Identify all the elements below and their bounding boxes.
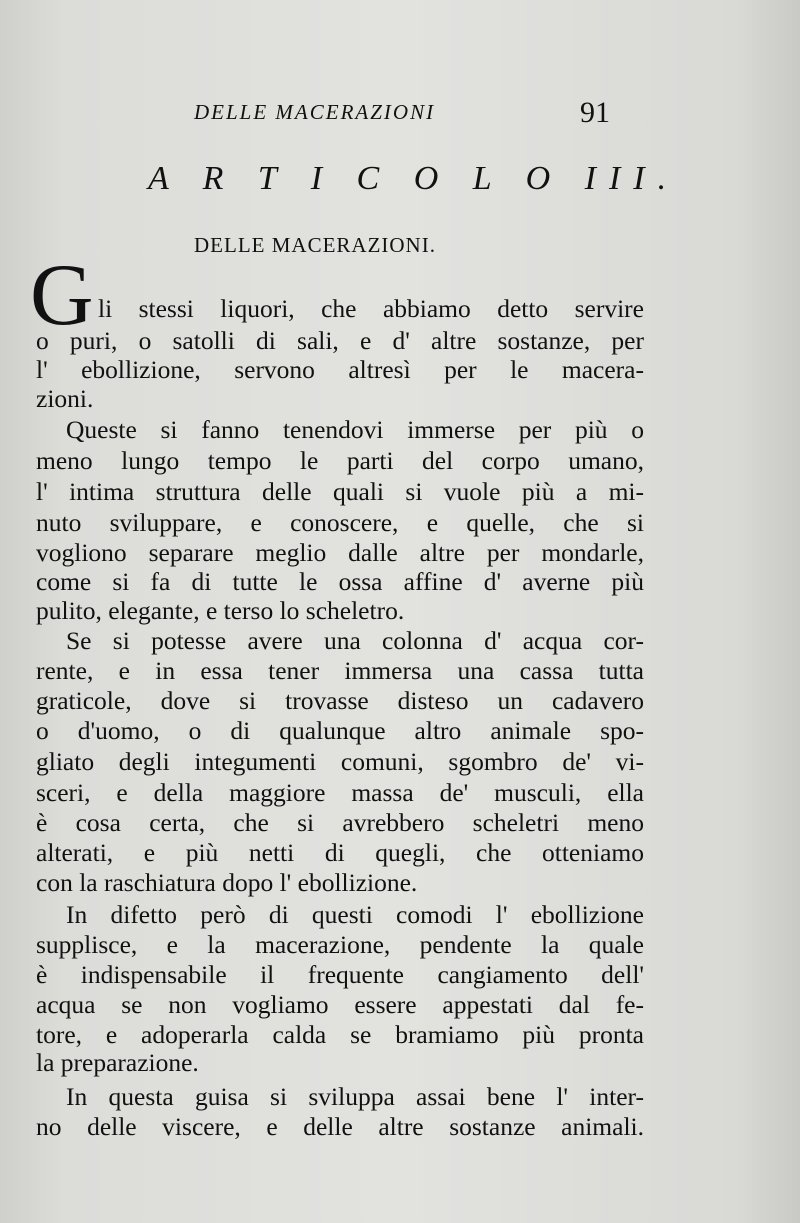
text-line-13: rente, e in essa tener immersa una cassa tutta xyxy=(36,656,644,685)
text-line-10: come si fa di tutte le ossa affine d' averne più xyxy=(36,567,644,596)
text-line-24: acqua se non vogliamo essere appestati dal fe- xyxy=(36,990,644,1019)
text-line-7: l' intima struttura delle quali si vuole più a mi- xyxy=(36,477,644,506)
text-line-9: vogliono separare meglio dalle altre per mondarle, xyxy=(36,538,644,567)
text-line-20: con la raschiatura dopo l' ebollizione. xyxy=(36,868,418,897)
text-line-27: In questa guisa si sviluppa assai bene l' inter- xyxy=(66,1082,644,1111)
article-heading: A R T I C O L O III. xyxy=(148,160,680,197)
text-line-28: no delle viscere, e delle altre sostanze animali. xyxy=(36,1112,644,1141)
text-line-25: tore, e adoperarla calda se bramiamo più pronta xyxy=(36,1020,644,1049)
text-line-3: l' ebollizione, servono altresì per le macera- xyxy=(36,355,644,384)
page-number: 91 xyxy=(580,96,610,129)
text-line-23: è indispensabile il frequente cangiamento dell' xyxy=(36,960,644,989)
text-line-17: sceri, e della maggiore massa de' musculi, ella xyxy=(36,778,644,807)
text-line-18: è cosa certa, che si avrebbero scheletri meno xyxy=(36,808,644,837)
text-line-8: nuto sviluppare, e conoscere, e quelle, che si xyxy=(36,508,644,537)
text-line-4: zioni. xyxy=(36,384,94,413)
text-line-1: li stessi liquori, che abbiamo detto servire xyxy=(98,294,644,323)
text-line-14: graticole, dove si trovasse disteso un cadavero xyxy=(36,686,644,715)
text-line-12: Se si potesse avere una colonna d' acqua cor- xyxy=(66,626,644,655)
running-head: DELLE MACERAZIONI xyxy=(194,100,436,124)
text-line-2: o puri, o satolli di sali, e d' altre sostanze, per xyxy=(36,326,644,355)
text-line-26: la preparazione. xyxy=(36,1048,199,1077)
drop-cap: G xyxy=(30,247,94,344)
text-line-16: gliato degli integumenti comuni, sgombro de' vi- xyxy=(36,747,644,776)
text-line-15: o d'uomo, o di qualunque altro animale spo- xyxy=(36,716,644,745)
text-line-11: pulito, elegante, e terso lo scheletro. xyxy=(36,596,405,625)
text-line-5: Queste si fanno tenendovi immerse per più o xyxy=(66,415,644,444)
text-line-21: In difetto però di questi comodi l' ebollizione xyxy=(66,900,644,929)
text-line-22: supplisce, e la macerazione, pendente la quale xyxy=(36,930,644,959)
text-line-19: alterati, e più netti di quegli, che otteniamo xyxy=(36,838,644,867)
text-line-6: meno lungo tempo le parti del corpo umano, xyxy=(36,446,644,475)
section-title: DELLE MACERAZIONI. xyxy=(194,233,436,257)
